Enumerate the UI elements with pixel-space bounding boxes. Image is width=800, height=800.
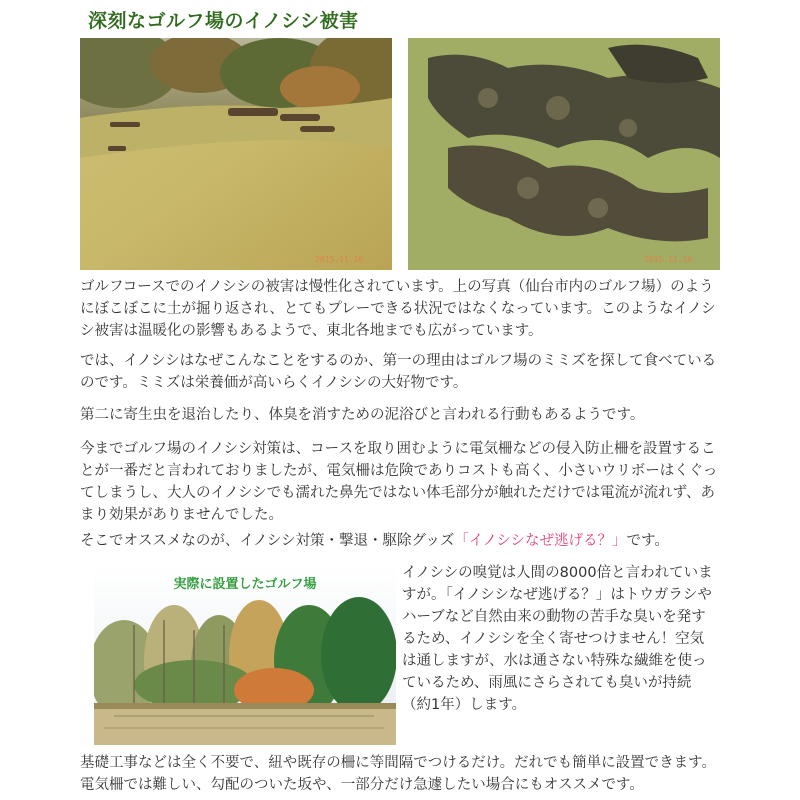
- paragraph-reason-two: 第二に寄生虫を退治したり、体臭を消すための泥浴びと言われる行動もあるようです。: [80, 407, 645, 423]
- paragraph-product-description: イノシシの嗅覚は人間の8000倍と言われていますが。「イノシシなぜ逃げる？」はトウガラシやハーブなど自然由来の動物の苦手な臭いを発するため、イノシシを全く寄せつけません！空気は通しますが、水は通さない特殊な繊維を使っているため、雨風にさらされても臭いが持続（約1年）します。: [402, 565, 713, 713]
- recommendation-prefix: そこでオススメなのが、イノシシ対策・撃退・駆除グッズ: [80, 533, 455, 549]
- date-stamp-right: 2015.11.16: [644, 255, 693, 264]
- photo-fairway-damage: [80, 38, 392, 270]
- page-title: 深刻なゴルフ場のイノシシ被害: [88, 10, 359, 32]
- photo-turf-closeup: [408, 38, 720, 270]
- paragraph-previous-measures: 今までゴルフ場のイノシシ対策は、コースを取り囲むように電気柵などの侵入防止柵を設置することが一番だと言われておりましたが、電気柵は危険でありコストも高く、小さいウリボーはくぐってしまうし、大人のイノシシでも濡れた鼻先ではない体毛部分が触れただけでは電流が流れず、あまり効果がありませんでした。: [80, 441, 718, 523]
- paragraph-intro: ゴルフコースでのイノシシの被害は慢性化されています。上の写真（仙台市内のゴルフ場）のようにぼこぼこに土が掘り返され、とてもプレーできる状況ではなくなっています。このようなイノシシ被害は温暖化の影響もあるようで、東北各地までも広がっています。: [80, 279, 716, 339]
- paragraph-recommendation: [80, 530, 720, 552]
- date-stamp-left: 2015.11.16: [315, 255, 364, 264]
- photo-installed-course: [94, 565, 396, 745]
- paragraph-reason-one: では、イノシシはなぜこんなことをするのか、第一の理由はゴルフ場のミミズを探して食べているのです。ミミズは栄養価が高いらくイノシシの大好物です。: [80, 353, 717, 391]
- installed-photo-caption: 実際に設置したゴルフ場: [173, 577, 317, 592]
- recommendation-suffix: です。: [626, 533, 669, 549]
- product-link[interactable]: 「イノシシなぜ逃げる？」: [454, 533, 627, 549]
- paragraph-installation: 基礎工事などは全く不要で、紐や既存の柵に等間隔でつけるだけ。だれでも簡単に設置できます。電気柵では難しい、勾配のついた坂や、一部分だけ急遽したい場合にもオススメです。: [80, 755, 716, 793]
